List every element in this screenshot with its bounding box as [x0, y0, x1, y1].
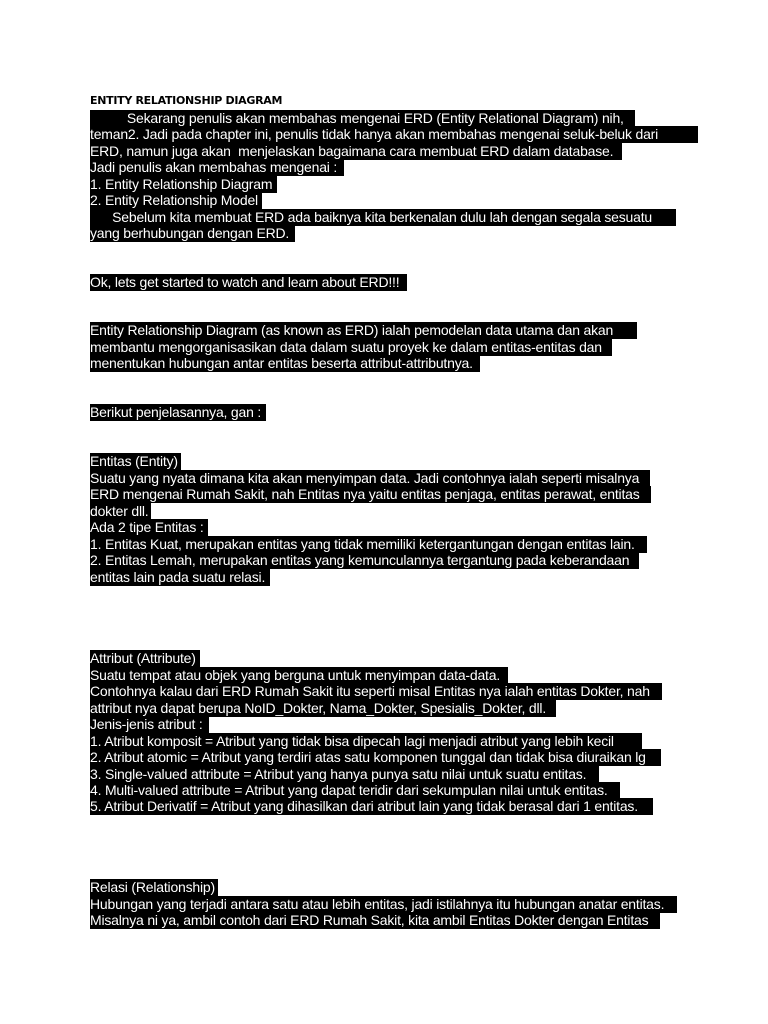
- intro-line-1: Sekarang penulis akan membahas mengenai ERD (Entity Relational Diagram) nih,: [90, 110, 635, 127]
- attribute-line-9: 5. Atribut Derivatif = Atribut yang dihasilkan dari atribut lain yang tidak berasal dari 1 entitas.: [90, 798, 653, 815]
- entity-line-5: 1. Entitas Kuat, merupakan entitas yang tidak memiliki ketergantungan dengan entitas lain.: [90, 536, 647, 553]
- entity-line-3: dokter dll.: [90, 503, 151, 520]
- attribute-line-4: Jenis-jenis atribut :: [90, 716, 209, 733]
- intro-line-4: Jadi penulis akan membahas mengenai :: [90, 159, 344, 176]
- document-title: ENTITY RELATIONSHIP DIAGRAM: [90, 94, 283, 107]
- definition-line-2: membantu mengorganisasikan data dalam suatu proyek ke dalam entitas-entitas dan: [90, 339, 612, 356]
- attribute-line-7: 3. Single-valued attribute = Atribut yang hanya punya satu nilai untuk suatu entitas.: [90, 766, 599, 783]
- relationship-heading: Relasi (Relationship): [90, 879, 218, 896]
- attribute-heading: Attribut (Attribute): [90, 650, 200, 667]
- intro-line-3: ERD, namun juga akan menjelaskan bagaimana cara membuat ERD dalam database.: [90, 143, 622, 160]
- attribute-line-1: Suatu tempat atau objek yang berguna untuk menyimpan data-data.: [90, 667, 508, 684]
- attribute-line-2: Contohnya kalau dari ERD Rumah Sakit itu seperti misal Entitas nya ialah entitas Dokter, nah: [90, 683, 662, 700]
- definition-line-1: Entity Relationship Diagram (as known as ERD) ialah pemodelan data utama dan akan: [90, 322, 637, 339]
- entity-line-6: 2. Entitas Lemah, merupakan entitas yang kemunculannya tergantung pada keberandaan: [90, 552, 639, 569]
- entity-line-7: entitas lain pada suatu relasi.: [90, 569, 270, 586]
- entity-line-2: ERD mengenai Rumah Sakit, nah Entitas nya yaitu entitas penjaga, entitas perawat, entitas: [90, 486, 651, 503]
- intro-line-8: yang berhubungan dengan ERD.: [90, 225, 295, 242]
- intro-line-2: teman2. Jadi pada chapter ini, penulis tidak hanya akan membahas mengenai seluk-beluk dari: [90, 126, 698, 143]
- attribute-line-6: 2. Atribut atomic = Atribut yang terdiri atas satu komponen tunggal dan tidak bisa diuraikan lg: [90, 749, 661, 766]
- intro-line-7: Sebelum kita membuat ERD ada baiknya kita berkenalan dulu lah dengan segala sesuatu: [90, 209, 676, 226]
- entity-line-1: Suatu yang nyata dimana kita akan menyimpan data. Jadi contohnya ialah seperti misalnya: [90, 470, 650, 487]
- relationship-line-2: Misalnya ni ya, ambil contoh dari ERD Rumah Sakit, kita ambil Entitas Dokter dengan Entitas: [90, 912, 660, 929]
- entity-line-4: Ada 2 tipe Entitas :: [90, 519, 208, 536]
- entity-heading: Entitas (Entity): [90, 453, 181, 470]
- intro-line-5: 1. Entity Relationship Diagram: [90, 176, 277, 193]
- attribute-line-8: 4. Multi-valued attribute = Atribut yang dapat teridir dari sekumpulan nilai untuk entitas.: [90, 782, 620, 799]
- attribute-line-3: attribut nya dapat berupa NoID_Dokter, Nama_Dokter, Spesialis_Dokter, dll.: [90, 700, 556, 717]
- attribute-line-5: 1. Atribut komposit = Atribut yang tidak bisa dipecah lagi menjadi atribut yang lebih kecil: [90, 733, 642, 750]
- getting-started-line: Ok, lets get started to watch and learn about ERD!!!: [90, 274, 407, 291]
- intro-line-6: 2. Entity Relationship Model: [90, 192, 262, 209]
- explanation-intro-line: Berikut penjelasannya, gan :: [90, 404, 266, 421]
- definition-line-3: menentukan hubungan antar entitas beserta attribut-attributnya.: [90, 355, 480, 372]
- relationship-line-1: Hubungan yang terjadi antara satu atau lebih entitas, jadi istilahnya itu hubungan anatar entitas.: [90, 896, 677, 913]
